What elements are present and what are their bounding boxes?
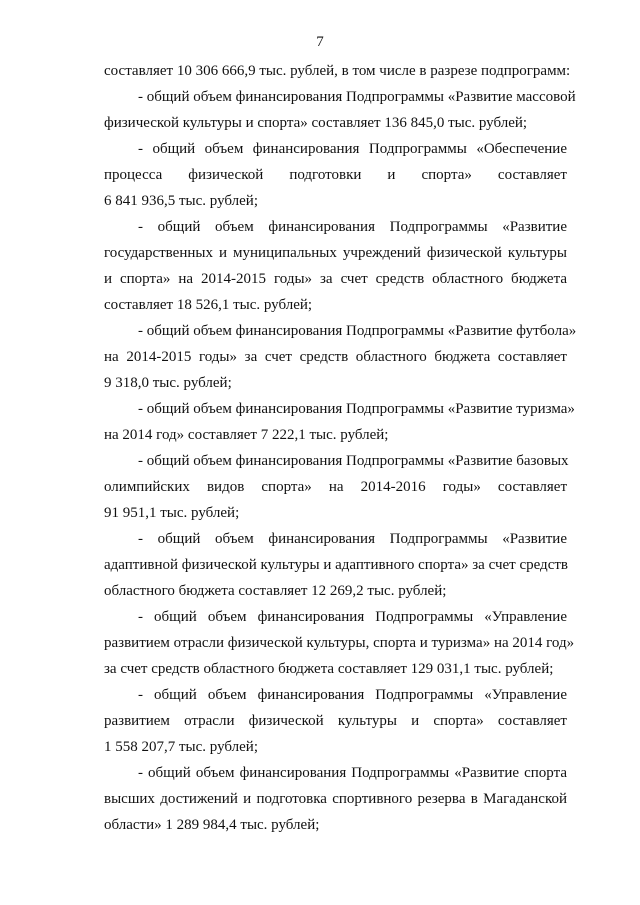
text-line: процесса физической подготовки и спорта» составляет [104,167,567,183]
text-line: высших достижений и подготовка спортивного резерва в Магаданской [104,791,567,807]
text-line: - общий объем финансирования Подпрограммы «Развитие [138,531,567,547]
text-line: государственных и муниципальных учреждений физической культуры [104,245,567,261]
text-line: 1 558 207,7 тыс. рублей; [104,739,258,755]
text-line: на 2014-2015 годы» за счет средств областного бюджета составляет [104,349,567,365]
text-line: на 2014 год» составляет 7 222,1 тыс. рублей; [104,427,389,443]
text-line: 6 841 936,5 тыс. рублей; [104,193,258,209]
text-line: адаптивной физической культуры и адаптивного спорта» за счет средств [104,557,568,573]
document-body [104,58,577,838]
text-line: и спорта» на 2014-2015 годы» за счет средств областного бюджета [104,271,567,287]
text-line: 91 951,1 тыс. рублей; [104,505,240,521]
text-line: - общий объем финансирования Подпрограммы «Развитие [138,219,567,235]
text-line: - общий объем финансирования Подпрограммы «Развитие спорта [138,765,567,781]
text-line: 9 318,0 тыс. рублей; [104,375,232,391]
text-line: - общий объем финансирования Подпрограммы «Управление [138,687,567,703]
text-line: - общий объем финансирования Подпрограммы «Развитие туризма» [138,401,575,417]
page-number: 7 [316,34,324,50]
text-line: составляет 10 306 666,9 тыс. рублей, в том числе в разрезе подпрограмм: [104,63,571,79]
text-line: - общий объем финансирования Подпрограммы «Обеспечение [138,141,567,157]
text-line: олимпийских видов спорта» на 2014-2016 годы» составляет [104,479,567,495]
text-line: - общий объем финансирования Подпрограммы «Развитие массовой [138,89,576,105]
text-line: развитием отрасли физической культуры и спорта» составляет [104,713,567,729]
text-line: - общий объем финансирования Подпрограммы «Управление [138,609,567,625]
text-line: областного бюджета составляет 12 269,2 тыс. рублей; [104,583,447,599]
text-line: области» 1 289 984,4 тыс. рублей; [104,817,320,833]
text-line: физической культуры и спорта» составляет 136 845,0 тыс. рублей; [104,115,528,131]
text-line: - общий объем финансирования Подпрограммы «Развитие футбола» [138,323,577,339]
text-line: развитием отрасли физической культуры, спорта и туризма» на 2014 год» [104,635,575,651]
text-line: - общий объем финансирования Подпрограммы «Развитие базовых [138,453,569,469]
text-line: за счет средств областного бюджета составляет 129 031,1 тыс. рублей; [104,661,554,677]
text-line: составляет 18 526,1 тыс. рублей; [104,297,313,313]
